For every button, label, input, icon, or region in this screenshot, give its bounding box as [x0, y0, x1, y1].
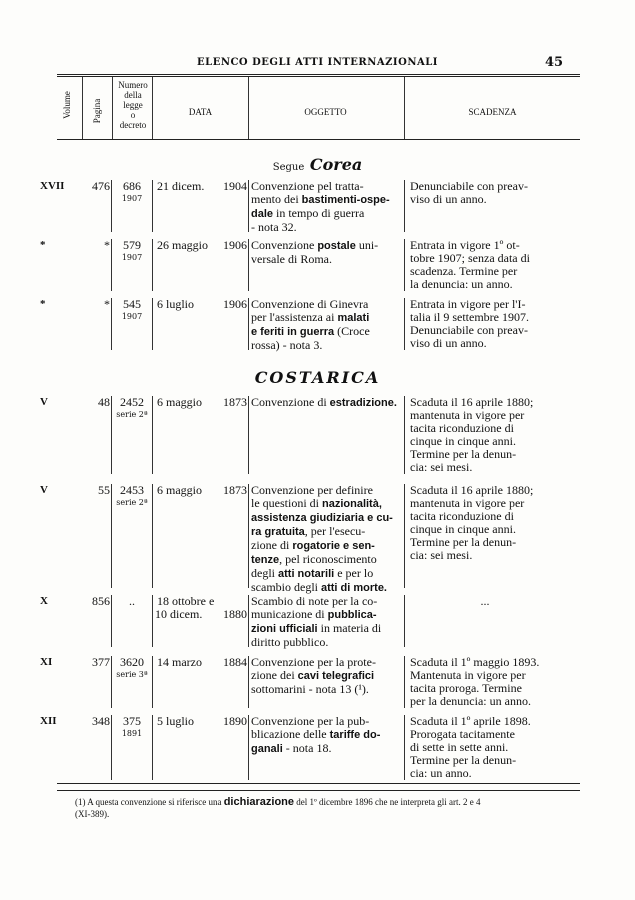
row-numero-year: serie 2ª	[116, 410, 148, 419]
row-date-year: 1884	[223, 655, 247, 669]
column-rule	[248, 595, 249, 647]
col-data-header: DATA	[188, 107, 213, 117]
row-oggetto: Convenzione per la prote- zione dei cavi telegrafici sottomarini - nota 13 (¹).	[251, 655, 376, 696]
row-volume: *	[40, 239, 46, 251]
col-oggetto-header: OGGETTO	[304, 107, 347, 117]
row-scadenza: Entrata in vigore per l'I- talia il 9 settembre 1907. Denunciabile con preav- viso di un anno.	[410, 297, 529, 350]
row-date-year: 1880	[223, 607, 247, 621]
row-date-year: 1873	[223, 483, 247, 497]
column-rule	[152, 656, 153, 708]
row-date: 5 luglio	[157, 714, 195, 728]
row-oggetto: Convenzione pel tratta- mento dei bastimenti-ospe- dale in tempo di guerra - nota 32.	[251, 179, 390, 234]
row-date: 6 luglio	[157, 297, 195, 311]
row-date-year: 1873	[223, 395, 247, 409]
column-rule	[111, 239, 112, 291]
section-title-corea: Segue Corea	[272, 155, 363, 174]
column-rule	[404, 656, 405, 708]
row-date: 18 ottobre e	[157, 594, 215, 608]
row-scadenza: Denunciabile con preav- viso di un anno.	[410, 179, 528, 206]
column-rule	[248, 396, 249, 474]
row-pagina: 348	[92, 714, 110, 728]
row-numero-year: serie 2ª	[116, 498, 148, 507]
row-date: 26 maggio	[157, 238, 208, 252]
footnote	[75, 796, 580, 820]
row-pagina: 55	[98, 483, 110, 497]
row-date-year: 1904	[223, 179, 247, 193]
col-volume-header: Volume	[62, 91, 72, 119]
row-date-year: 1890	[223, 714, 247, 728]
row-scadenza: Scaduta il 1º aprile 1898. Prorogata tacitamente di sette in sette anni. Termine per la denun- cia: un anno.	[410, 714, 531, 780]
row-volume: XVII	[40, 180, 65, 192]
row-oggetto: Convenzione postale uni- versale di Roma.	[251, 238, 379, 266]
footnote-rule	[57, 783, 580, 784]
footnote-line-2: (XI-389).	[75, 809, 110, 819]
column-rule	[404, 239, 405, 291]
column-rule	[111, 595, 112, 647]
column-rule	[111, 396, 112, 474]
row-pagina: 856	[92, 594, 110, 608]
row-numero-year: serie 3ª	[116, 670, 148, 679]
row-numero: ..	[129, 594, 135, 608]
row-oggetto: Convenzione per definire le questioni di nazionalità, assistenza giudiziaria e cu- ra gratuita, per l'esecu- zione di rogatorie e sen- tenze, pel riconoscimento degli atti notarili e per lo scambio degli atti di morte.	[251, 483, 393, 594]
row-numero: 579	[123, 238, 141, 252]
row-numero-year: 1907	[121, 194, 143, 203]
column-rule	[152, 298, 153, 350]
row-scadenza: Scaduta il 16 aprile 1880; mantenuta in vigore per tacita riconduzione di cinque in cinque anni. Termine per la denun- cia: sei mesi.	[410, 395, 534, 474]
page-number: 45	[545, 55, 564, 70]
row-date-year: 1906	[223, 297, 247, 311]
row-volume: V	[40, 484, 48, 496]
row-numero: 2452	[120, 395, 144, 409]
row-oggetto: Scambio di note per la co- municazione di pubblica- zioni ufficiali in materia di diritto pubblico.	[251, 594, 382, 649]
row-date: 6 maggio	[157, 395, 202, 409]
column-rule	[248, 715, 249, 780]
row-volume: XI	[40, 656, 53, 668]
column-rule	[404, 180, 405, 232]
row-date-year: 1906	[223, 238, 247, 252]
row-numero: 375	[123, 714, 141, 728]
section-title-costarica: COSTARICA	[254, 368, 381, 387]
column-rule	[152, 595, 153, 647]
column-rule	[248, 180, 249, 232]
column-rule	[404, 715, 405, 780]
footnote-rule-2	[57, 790, 580, 791]
row-date: 21 dicem.	[157, 179, 205, 193]
row-numero-year: 1907	[121, 253, 143, 262]
header-top-rule	[57, 74, 580, 75]
row-pagina: *	[104, 297, 110, 311]
row-numero: 686	[123, 179, 141, 193]
row-numero: 2453	[120, 483, 144, 497]
column-rule	[152, 484, 153, 588]
column-rule	[248, 298, 249, 350]
column-rule	[152, 239, 153, 291]
row-volume: V	[40, 396, 48, 408]
row-pagina: 476	[92, 179, 110, 193]
row-scadenza: Entrata in vigore 1º ot- tobre 1907; senza data di scadenza. Termine per la denuncia: un anno.	[410, 238, 530, 291]
col-numero-header: Numero della legge o decreto	[118, 80, 148, 130]
header-top-rule-2	[57, 76, 580, 77]
column-rule	[248, 656, 249, 708]
header-bottom-rule	[57, 139, 580, 140]
running-header: ELENCO DEGLI ATTI INTERNAZIONALI	[197, 57, 438, 68]
column-rule	[152, 180, 153, 232]
column-rule	[248, 239, 249, 291]
column-rule	[404, 595, 405, 647]
row-numero-year: 1891	[121, 729, 143, 738]
row-numero: 3620	[120, 655, 144, 669]
column-rule	[111, 656, 112, 708]
column-rule	[404, 396, 405, 474]
column-rule	[152, 396, 153, 474]
column-rule	[111, 298, 112, 350]
row-scadenza: Scaduta il 1º maggio 1893. Mantenuta in vigore per tacita proroga. Termine per la denuncia: un anno.	[410, 655, 540, 708]
col-pagina-header: Pagina	[92, 98, 102, 124]
row-pagina: 48	[98, 395, 110, 409]
row-pagina: *	[104, 238, 110, 252]
row-volume: *	[40, 298, 46, 310]
column-rule	[248, 484, 249, 588]
row-volume: X	[40, 595, 48, 607]
column-rule	[111, 180, 112, 232]
row-scadenza: Scaduta il 16 aprile 1880; mantenuta in vigore per tacita riconduzione di cinque in cinque anni. Termine per la denun- cia: sei mesi.	[410, 483, 534, 562]
row-volume: XII	[40, 715, 57, 727]
footnote-line-1: (1) A questa convenzione si riferisce una dichiarazione del 1º dicembre 1896 che ne interpreta gli art. 2 e 4	[75, 796, 481, 808]
column-rule	[111, 715, 112, 780]
row-numero-year: 1907	[121, 312, 143, 321]
row-numero: 545	[123, 297, 141, 311]
row-scadenza: ...	[480, 594, 490, 608]
row-oggetto: Convenzione di estradizione.	[251, 395, 397, 409]
row-pagina: 377	[92, 655, 110, 669]
row-date-2: 10 dicem.	[155, 607, 203, 621]
row-oggetto: Convenzione di Ginevra per l'assistenza ai malati e feriti in guerra (Croce rossa) - nota 3.	[251, 297, 370, 352]
row-oggetto: Convenzione per la pub- blicazione delle tariffe do- ganali - nota 18.	[251, 714, 381, 755]
row-date: 14 marzo	[157, 655, 202, 669]
column-rule	[152, 715, 153, 780]
column-rule	[404, 298, 405, 350]
row-date: 6 maggio	[157, 483, 202, 497]
col-scadenza-header: SCADENZA	[468, 107, 517, 117]
column-rule	[111, 484, 112, 588]
column-rule	[404, 484, 405, 588]
